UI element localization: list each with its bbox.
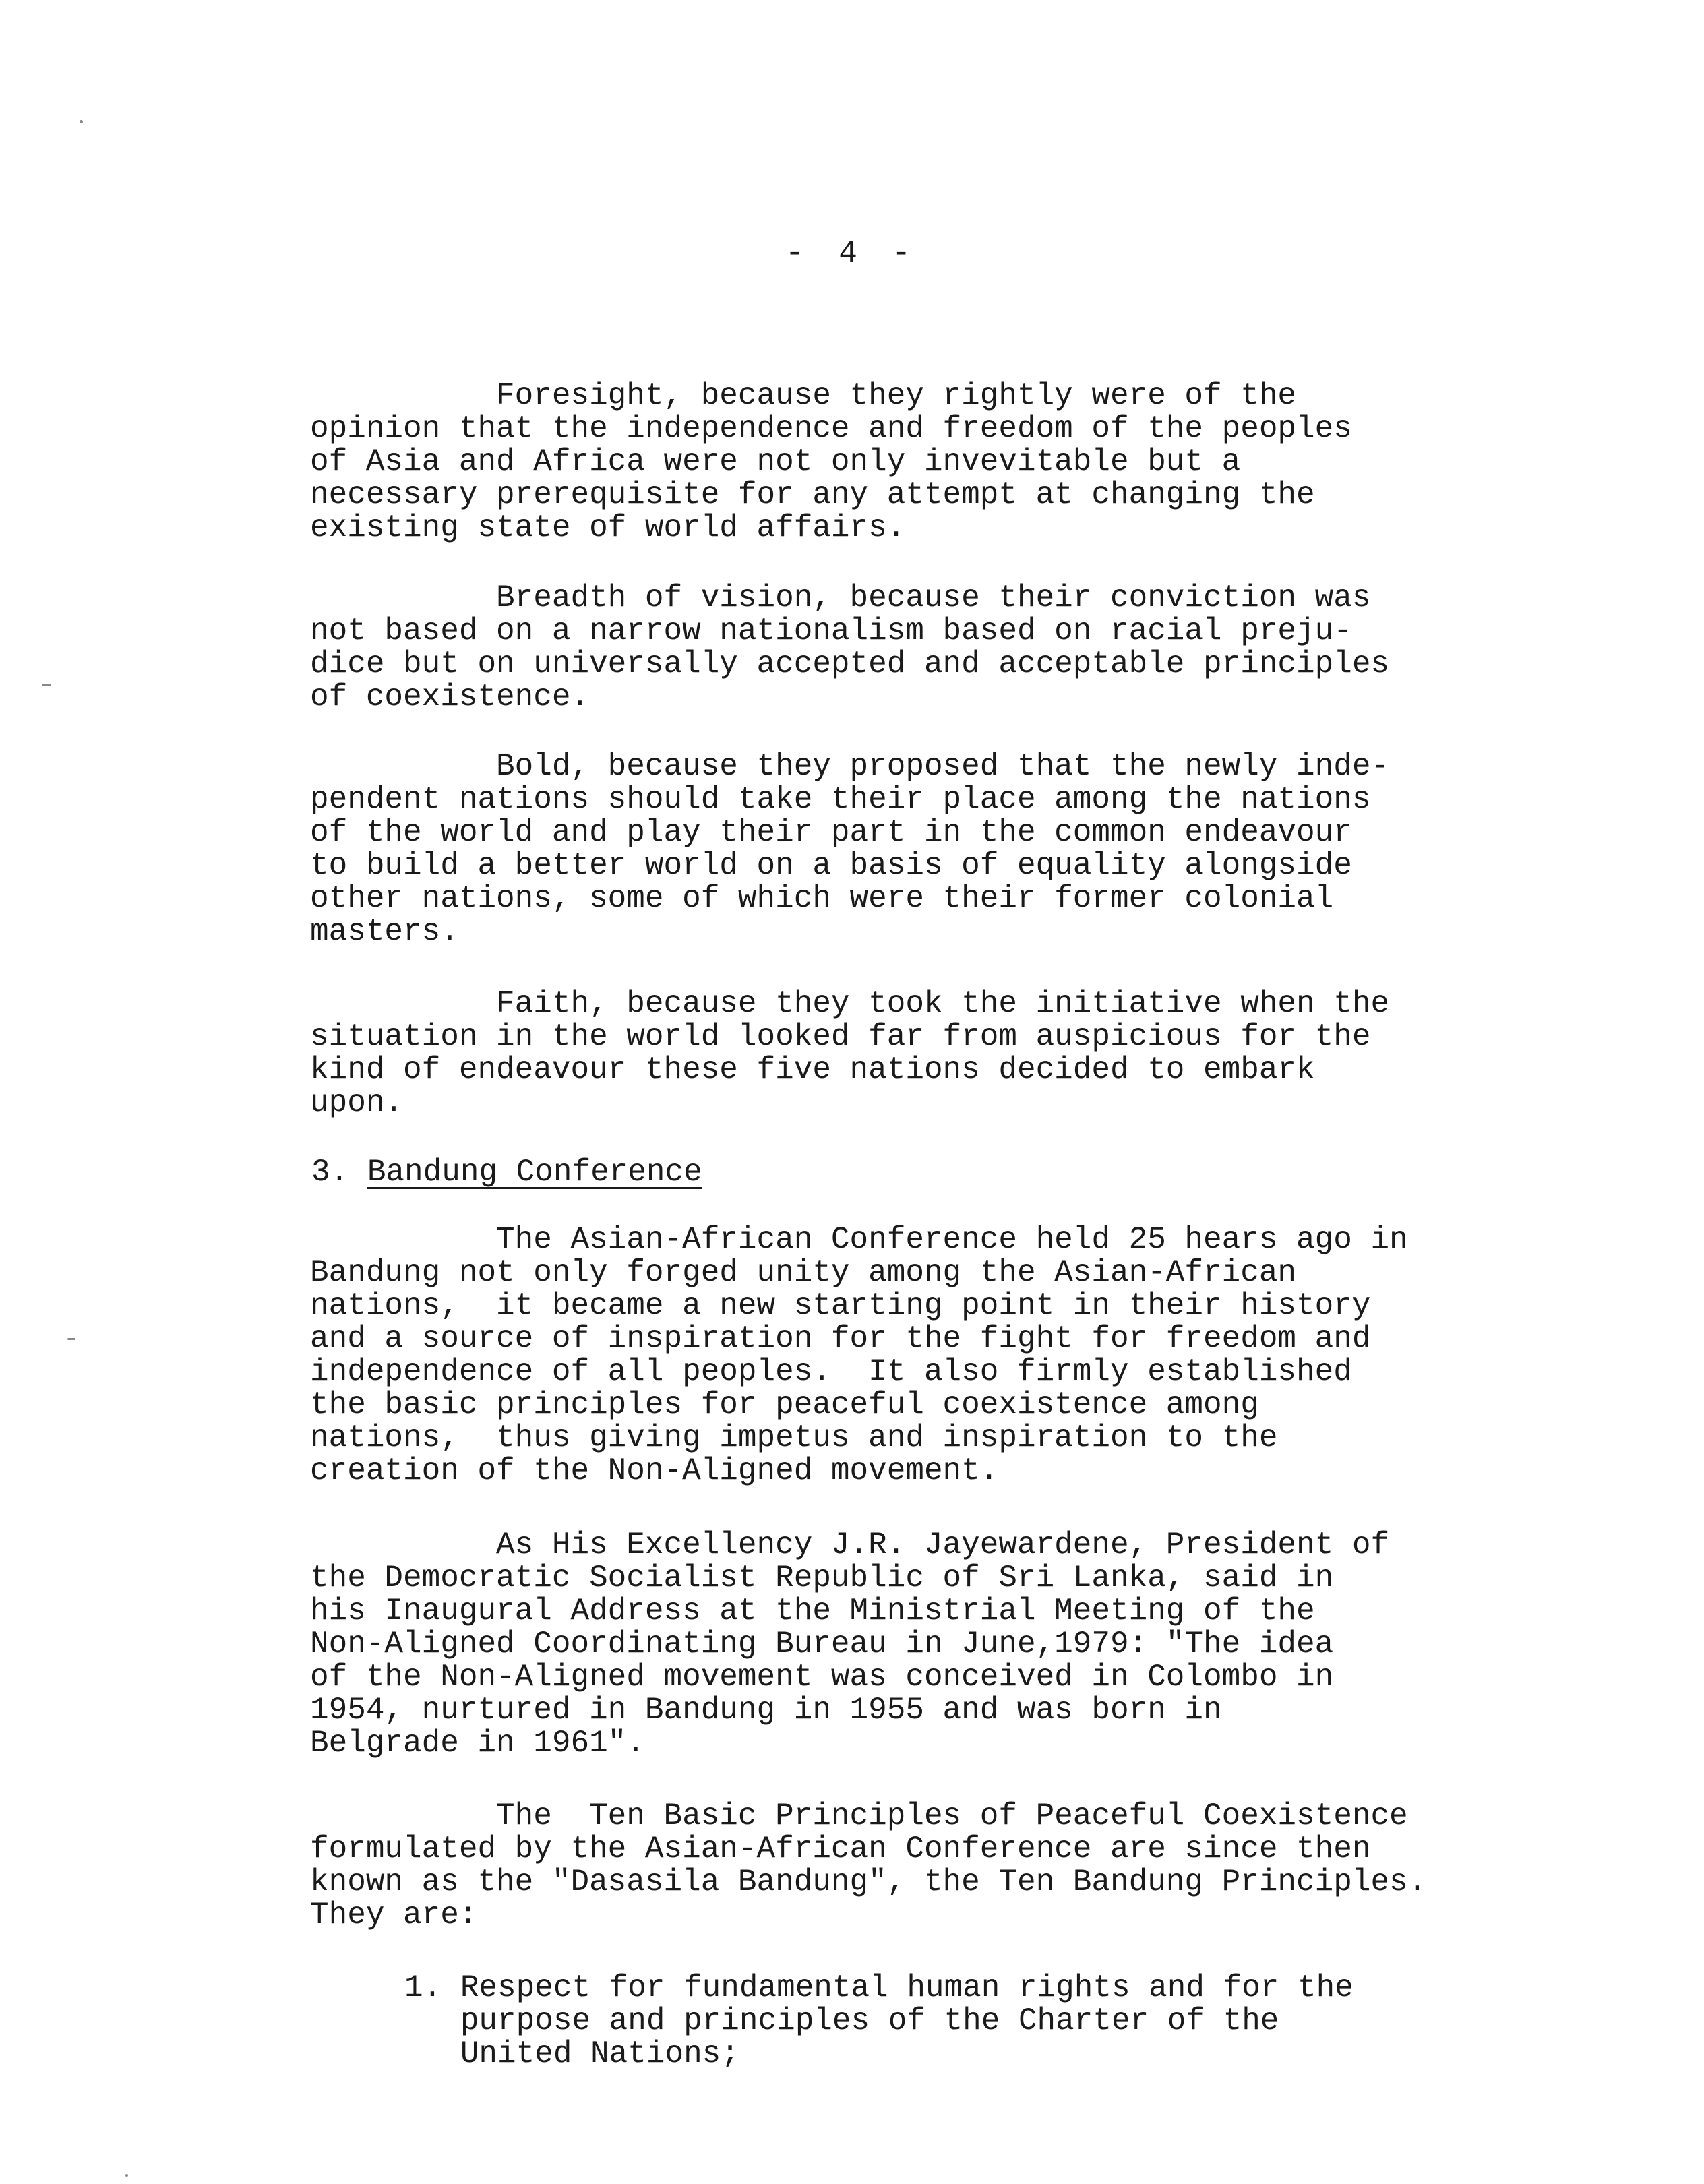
section-heading: [311, 1156, 702, 1189]
paragraph-foresight: Foresight, because they rightly were of the opinion that the independence and freedom of the peoples of Asia and Africa were not only invevitable but a necessary prerequisite for any attempt at changing the existing state of world affairs.: [310, 378, 1352, 545]
scan-speck: [80, 120, 83, 123]
paragraph-breadth-of-vision: Breadth of vision, because their conviction was not based on a narrow nationalism based on racial preju- dice but on universally accepted and acceptable principles of coexistence.: [310, 580, 1390, 715]
paragraph-asian-african-conference: The Asian-African Conference held 25 hears ago in Bandung not only forged unity among the Asian-African nations, it became a new starting point in their history and a source of inspiration for the fight for freedom and independence of all peoples. It also firmly established the basic principles for peaceful coexistence among nations, thus giving impetus and inspiration to the creation of the Non-Aligned movement.: [310, 1222, 1408, 1488]
paragraph-ten-principles-intro: The Ten Basic Principles of Peaceful Coexistence formulated by the Asian-African Conference are since then known as the "Dasasila Bandung", the Ten Bandung Principles. They are:: [310, 1798, 1427, 1933]
paragraph-bold: Bold, because they proposed that the newly inde- pendent nations should take their place among the nations of the world and play their part in the common endeavour to build a better world on a basis of equality alongside other nations, some of which were their former colonial masters.: [310, 749, 1390, 949]
scan-speck: [67, 1338, 75, 1340]
principle-list-item: 1. Respect for fundamental human rights and for the purpose and principles of the Charter of the United Nations;: [404, 1970, 1353, 2071]
section-number: 3.: [311, 1155, 349, 1190]
scan-speck: [42, 684, 51, 686]
page-number: - 4 -: [785, 236, 919, 271]
paragraph-faith: Faith, because they took the initiative when the situation in the world looked far from auspicious for the kind of endeavour these five nations decided to embark upon.: [310, 986, 1390, 1120]
scan-speck: [125, 2174, 128, 2177]
section-title: Bandung Conference: [367, 1155, 702, 1190]
paragraph-jayewardene-quote: As His Excellency J.R. Jayewardene, President of the Democratic Socialist Republic of Sri Lanka, said in his Inaugural Address at the Ministrial Meeting of the Non-Aligned Coordinating Bureau in June,1979: "The idea of the Non-Aligned movement was conceived in Colombo in 1954, nurtured in Bandung in 1955 and was born in Belgrade in 1961".: [310, 1527, 1390, 1761]
